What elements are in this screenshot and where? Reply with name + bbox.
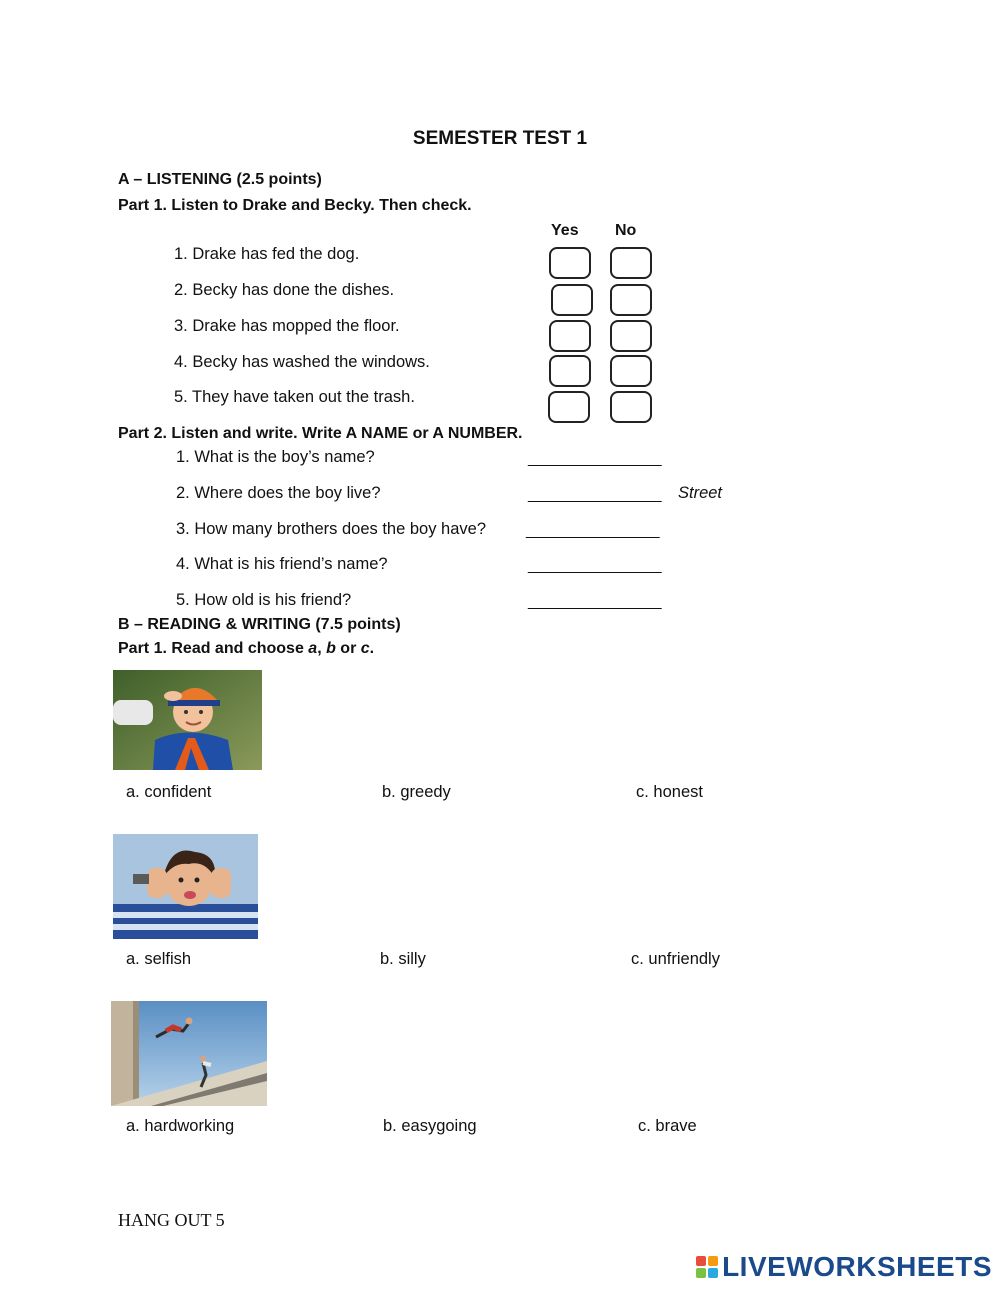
q2-option-b[interactable]: b. silly [380, 950, 426, 968]
yes-checkbox-2[interactable] [551, 284, 593, 316]
yes-checkbox-1[interactable] [549, 247, 591, 279]
yes-checkbox-4[interactable] [549, 355, 591, 387]
street-label: Street [678, 484, 723, 502]
brave-jumper-image [111, 1001, 267, 1106]
answer-blank-1[interactable]: _______________ [528, 450, 662, 467]
q1-option-c[interactable]: c. honest [636, 783, 703, 801]
scout-boy-image [113, 670, 262, 770]
instruction-period: . [369, 640, 375, 657]
yes-column-header: Yes [551, 222, 579, 239]
answer-blank-4[interactable]: _______________ [528, 557, 662, 574]
question-4: 4. What is his friend’s name? [176, 555, 388, 573]
no-checkbox-4[interactable] [610, 355, 652, 387]
check-item-3: 3. Drake has mopped the floor. [174, 317, 400, 335]
logo-square-orange [708, 1256, 718, 1266]
logo-text: LIVEWORKSHEETS [722, 1251, 992, 1282]
no-column-header: No [615, 222, 637, 239]
question-2: 2. Where does the boy live? [176, 484, 381, 502]
section-a-heading: A – LISTENING (2.5 points) [118, 171, 322, 188]
no-checkbox-2[interactable] [610, 284, 652, 316]
logo-square-green [696, 1268, 706, 1278]
logo-icon [696, 1256, 718, 1278]
option-letter-b: b [326, 640, 336, 657]
section-b-heading: B – READING & WRITING (7.5 points) [118, 616, 401, 633]
logo-square-red [696, 1256, 706, 1266]
silly-boy-image [113, 834, 258, 939]
section-b-part1-heading [118, 640, 374, 658]
yes-checkbox-5[interactable] [548, 391, 590, 423]
no-checkbox-3[interactable] [610, 320, 652, 352]
footer-book-title: HANG OUT 5 [118, 1210, 225, 1230]
no-checkbox-5[interactable] [610, 391, 652, 423]
no-checkbox-1[interactable] [610, 247, 652, 279]
yes-checkbox-3[interactable] [549, 320, 591, 352]
question-3: 3. How many brothers does the boy have? [176, 520, 487, 538]
question-5: 5. How old is his friend? [176, 591, 352, 609]
check-item-2: 2. Becky has done the dishes. [174, 281, 395, 299]
q3-option-a[interactable]: a. hardworking [126, 1117, 235, 1135]
q1-option-b[interactable]: b. greedy [382, 783, 451, 801]
option-letter-a: a [308, 640, 318, 657]
instruction-separator: , [317, 640, 327, 657]
part2-heading: Part 2. Listen and write. Write A NAME or A NUMBER. [118, 425, 523, 442]
instruction-or: or [335, 640, 361, 657]
logo-square-cyan [708, 1268, 718, 1278]
q1-option-a[interactable]: a. confident [126, 783, 212, 801]
check-item-1: 1. Drake has fed the dog. [174, 245, 360, 263]
question-1: 1. What is the boy’s name? [176, 448, 375, 466]
q2-option-a[interactable]: a. selfish [126, 950, 192, 968]
part1-instruction-prefix: Part 1. Read and choose [118, 640, 309, 657]
liveworksheets-logo[interactable] [696, 1251, 992, 1283]
check-item-4: 4. Becky has washed the windows. [174, 353, 430, 371]
q3-option-c[interactable]: c. brave [638, 1117, 697, 1135]
part1-heading: Part 1. Listen to Drake and Becky. Then check. [118, 197, 472, 214]
answer-blank-2[interactable]: _______________ [528, 486, 662, 503]
option-letter-c: c [360, 640, 370, 657]
q2-option-c[interactable]: c. unfriendly [631, 950, 720, 968]
q3-option-b[interactable]: b. easygoing [383, 1117, 477, 1135]
answer-blank-3[interactable]: _______________ [526, 522, 660, 539]
page-title: SEMESTER TEST 1 [412, 128, 588, 149]
answer-blank-5[interactable]: _______________ [528, 593, 662, 610]
check-item-5: 5. They have taken out the trash. [174, 388, 415, 406]
